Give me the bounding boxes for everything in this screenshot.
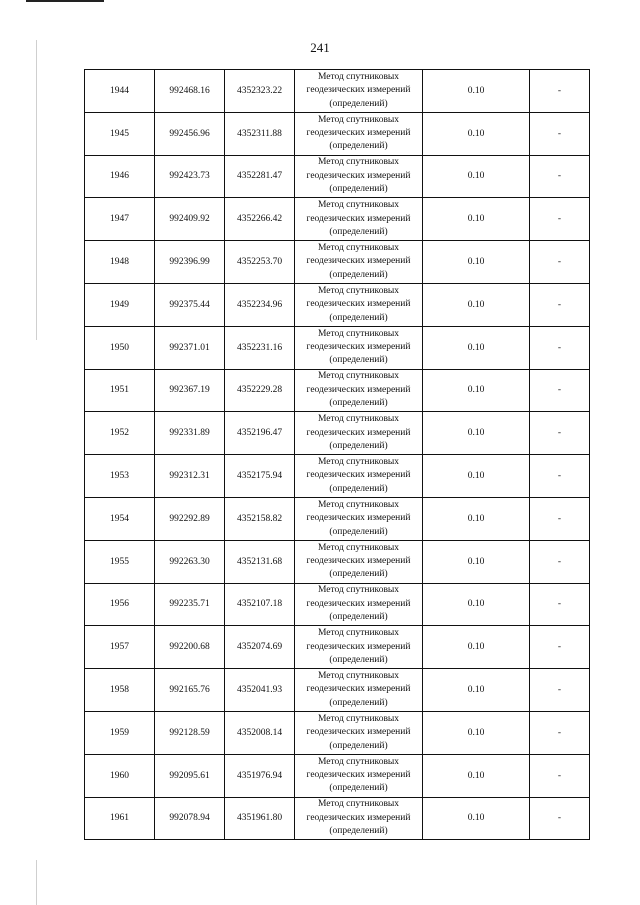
method-line: Метод спутниковых xyxy=(317,756,400,767)
method-line: геодезических измерений xyxy=(306,641,411,652)
method-line: геодезических измерений xyxy=(306,555,411,566)
note-cell: - xyxy=(530,198,590,241)
y-coordinate-cell: 4352231.16 xyxy=(225,326,295,369)
method-line: (определений) xyxy=(329,141,388,152)
method-cell xyxy=(295,711,423,754)
x-coordinate-cell: 992200.68 xyxy=(155,626,225,669)
point-number-cell: 1954 xyxy=(85,497,155,540)
y-coordinate-cell: 4352107.18 xyxy=(225,583,295,626)
table-row xyxy=(85,369,590,412)
accuracy-cell: 0.10 xyxy=(423,626,530,669)
note-cell: - xyxy=(530,540,590,583)
accuracy-cell: 0.10 xyxy=(423,369,530,412)
y-coordinate-cell: 4352131.68 xyxy=(225,540,295,583)
point-number-cell: 1955 xyxy=(85,540,155,583)
y-coordinate-cell: 4351976.94 xyxy=(225,754,295,797)
method-line: геодезических измерений xyxy=(306,299,411,310)
method-line: Метод спутниковых xyxy=(317,71,400,82)
accuracy-cell: 0.10 xyxy=(423,326,530,369)
accuracy-cell: 0.10 xyxy=(423,797,530,840)
method-cell xyxy=(295,797,423,840)
note-cell: - xyxy=(530,711,590,754)
accuracy-cell: 0.10 xyxy=(423,455,530,498)
scan-margin-line xyxy=(36,860,37,905)
note-cell: - xyxy=(530,754,590,797)
note-cell: - xyxy=(530,626,590,669)
method-line: геодезических измерений xyxy=(306,427,411,438)
point-number-cell: 1961 xyxy=(85,797,155,840)
point-number-cell: 1945 xyxy=(85,112,155,155)
method-cell xyxy=(295,497,423,540)
method-line: (определений) xyxy=(329,269,388,280)
x-coordinate-cell: 992078.94 xyxy=(155,797,225,840)
method-line: (определений) xyxy=(329,826,388,837)
method-line: (определений) xyxy=(329,184,388,195)
note-cell: - xyxy=(530,241,590,284)
accuracy-cell: 0.10 xyxy=(423,70,530,113)
note-cell: - xyxy=(530,497,590,540)
method-line: Метод спутниковых xyxy=(317,499,400,510)
point-number-cell: 1960 xyxy=(85,754,155,797)
method-line: геодезических измерений xyxy=(306,170,411,181)
note-cell: - xyxy=(530,412,590,455)
method-cell xyxy=(295,669,423,712)
y-coordinate-cell: 4352158.82 xyxy=(225,497,295,540)
method-line: (определений) xyxy=(329,783,388,794)
y-coordinate-cell: 4351961.80 xyxy=(225,797,295,840)
point-number-cell: 1957 xyxy=(85,626,155,669)
method-line: Метод спутниковых xyxy=(317,200,400,211)
method-line: геодезических измерений xyxy=(306,85,411,96)
method-line: Метод спутниковых xyxy=(317,585,400,596)
point-number-cell: 1952 xyxy=(85,412,155,455)
table-row xyxy=(85,455,590,498)
method-cell xyxy=(295,369,423,412)
method-cell xyxy=(295,241,423,284)
method-cell xyxy=(295,326,423,369)
note-cell: - xyxy=(530,112,590,155)
note-cell: - xyxy=(530,455,590,498)
method-line: геодезических измерений xyxy=(306,598,411,609)
accuracy-cell: 0.10 xyxy=(423,112,530,155)
method-line: Метод спутниковых xyxy=(317,670,400,681)
x-coordinate-cell: 992331.89 xyxy=(155,412,225,455)
method-line: (определений) xyxy=(329,697,388,708)
note-cell: - xyxy=(530,797,590,840)
method-cell xyxy=(295,70,423,113)
y-coordinate-cell: 4352196.47 xyxy=(225,412,295,455)
x-coordinate-cell: 992128.59 xyxy=(155,711,225,754)
table-row xyxy=(85,155,590,198)
method-line: геодезических измерений xyxy=(306,513,411,524)
accuracy-cell: 0.10 xyxy=(423,497,530,540)
method-line: геодезических измерений xyxy=(306,384,411,395)
method-line: (определений) xyxy=(329,526,388,537)
method-line: Метод спутниковых xyxy=(317,114,400,125)
x-coordinate-cell: 992423.73 xyxy=(155,155,225,198)
method-cell xyxy=(295,412,423,455)
table-row xyxy=(85,112,590,155)
point-number-cell: 1946 xyxy=(85,155,155,198)
accuracy-cell: 0.10 xyxy=(423,412,530,455)
table-row xyxy=(85,241,590,284)
point-number-cell: 1950 xyxy=(85,326,155,369)
method-line: Метод спутниковых xyxy=(317,328,400,339)
method-line: (определений) xyxy=(329,398,388,409)
table-row xyxy=(85,626,590,669)
point-number-cell: 1944 xyxy=(85,70,155,113)
x-coordinate-cell: 992409.92 xyxy=(155,198,225,241)
accuracy-cell: 0.10 xyxy=(423,198,530,241)
accuracy-cell: 0.10 xyxy=(423,583,530,626)
method-line: геодезических измерений xyxy=(306,341,411,352)
x-coordinate-cell: 992312.31 xyxy=(155,455,225,498)
method-line: (определений) xyxy=(329,226,388,237)
note-cell: - xyxy=(530,669,590,712)
point-number-cell: 1959 xyxy=(85,711,155,754)
method-cell xyxy=(295,198,423,241)
scan-top-rule xyxy=(26,0,104,2)
point-number-cell: 1956 xyxy=(85,583,155,626)
coordinates-table xyxy=(84,69,590,840)
note-cell: - xyxy=(530,326,590,369)
method-line: геодезических измерений xyxy=(306,769,411,780)
method-cell xyxy=(295,583,423,626)
y-coordinate-cell: 4352323.22 xyxy=(225,70,295,113)
method-cell xyxy=(295,155,423,198)
table-row xyxy=(85,283,590,326)
accuracy-cell: 0.10 xyxy=(423,155,530,198)
table-row xyxy=(85,540,590,583)
method-line: геодезических измерений xyxy=(306,127,411,138)
y-coordinate-cell: 4352008.14 xyxy=(225,711,295,754)
x-coordinate-cell: 992456.96 xyxy=(155,112,225,155)
point-number-cell: 1953 xyxy=(85,455,155,498)
note-cell: - xyxy=(530,155,590,198)
method-line: Метод спутниковых xyxy=(317,414,400,425)
x-coordinate-cell: 992292.89 xyxy=(155,497,225,540)
accuracy-cell: 0.10 xyxy=(423,241,530,284)
x-coordinate-cell: 992371.01 xyxy=(155,326,225,369)
y-coordinate-cell: 4352041.93 xyxy=(225,669,295,712)
method-line: (определений) xyxy=(329,654,388,665)
method-cell xyxy=(295,626,423,669)
x-coordinate-cell: 992165.76 xyxy=(155,669,225,712)
x-coordinate-cell: 992468.16 xyxy=(155,70,225,113)
method-line: Метод спутниковых xyxy=(317,157,400,168)
accuracy-cell: 0.10 xyxy=(423,754,530,797)
method-line: (определений) xyxy=(329,740,388,751)
accuracy-cell: 0.10 xyxy=(423,283,530,326)
y-coordinate-cell: 4352074.69 xyxy=(225,626,295,669)
method-line: Метод спутниковых xyxy=(317,371,400,382)
method-cell xyxy=(295,455,423,498)
y-coordinate-cell: 4352311.88 xyxy=(225,112,295,155)
table-row xyxy=(85,583,590,626)
note-cell: - xyxy=(530,369,590,412)
method-line: (определений) xyxy=(329,612,388,623)
method-line: (определений) xyxy=(329,440,388,451)
accuracy-cell: 0.10 xyxy=(423,669,530,712)
note-cell: - xyxy=(530,583,590,626)
method-line: геодезических измерений xyxy=(306,684,411,695)
table-row xyxy=(85,198,590,241)
x-coordinate-cell: 992396.99 xyxy=(155,241,225,284)
note-cell: - xyxy=(530,283,590,326)
accuracy-cell: 0.10 xyxy=(423,711,530,754)
point-number-cell: 1947 xyxy=(85,198,155,241)
method-line: геодезических измерений xyxy=(306,256,411,267)
method-line: (определений) xyxy=(329,569,388,580)
method-line: Метод спутниковых xyxy=(317,713,400,724)
method-line: геодезических измерений xyxy=(306,812,411,823)
method-line: геодезических измерений xyxy=(306,470,411,481)
method-line: Метод спутниковых xyxy=(317,628,400,639)
method-line: (определений) xyxy=(329,355,388,366)
y-coordinate-cell: 4352281.47 xyxy=(225,155,295,198)
method-line: геодезических измерений xyxy=(306,727,411,738)
table-row xyxy=(85,326,590,369)
table-row xyxy=(85,797,590,840)
method-line: Метод спутниковых xyxy=(317,799,400,810)
y-coordinate-cell: 4352266.42 xyxy=(225,198,295,241)
table-row xyxy=(85,497,590,540)
method-cell xyxy=(295,283,423,326)
method-line: Метод спутниковых xyxy=(317,242,400,253)
scan-margin-line xyxy=(36,40,37,340)
method-cell xyxy=(295,540,423,583)
method-cell xyxy=(295,754,423,797)
table-row xyxy=(85,711,590,754)
method-line: (определений) xyxy=(329,483,388,494)
y-coordinate-cell: 4352234.96 xyxy=(225,283,295,326)
method-line: Метод спутниковых xyxy=(317,456,400,467)
method-line: (определений) xyxy=(329,98,388,109)
page-number: 241 xyxy=(310,40,330,55)
y-coordinate-cell: 4352253.70 xyxy=(225,241,295,284)
coordinates-table-body xyxy=(85,70,590,840)
table-row xyxy=(85,754,590,797)
table-row xyxy=(85,669,590,712)
point-number-cell: 1949 xyxy=(85,283,155,326)
x-coordinate-cell: 992375.44 xyxy=(155,283,225,326)
table-row xyxy=(85,412,590,455)
method-line: (определений) xyxy=(329,312,388,323)
accuracy-cell: 0.10 xyxy=(423,540,530,583)
method-line: Метод спутниковых xyxy=(317,542,400,553)
point-number-cell: 1951 xyxy=(85,369,155,412)
y-coordinate-cell: 4352175.94 xyxy=(225,455,295,498)
table-row xyxy=(85,70,590,113)
x-coordinate-cell: 992095.61 xyxy=(155,754,225,797)
method-line: геодезических измерений xyxy=(306,213,411,224)
method-cell xyxy=(295,112,423,155)
x-coordinate-cell: 992263.30 xyxy=(155,540,225,583)
x-coordinate-cell: 992235.71 xyxy=(155,583,225,626)
note-cell: - xyxy=(530,70,590,113)
method-line: Метод спутниковых xyxy=(317,285,400,296)
y-coordinate-cell: 4352229.28 xyxy=(225,369,295,412)
point-number-cell: 1948 xyxy=(85,241,155,284)
x-coordinate-cell: 992367.19 xyxy=(155,369,225,412)
point-number-cell: 1958 xyxy=(85,669,155,712)
